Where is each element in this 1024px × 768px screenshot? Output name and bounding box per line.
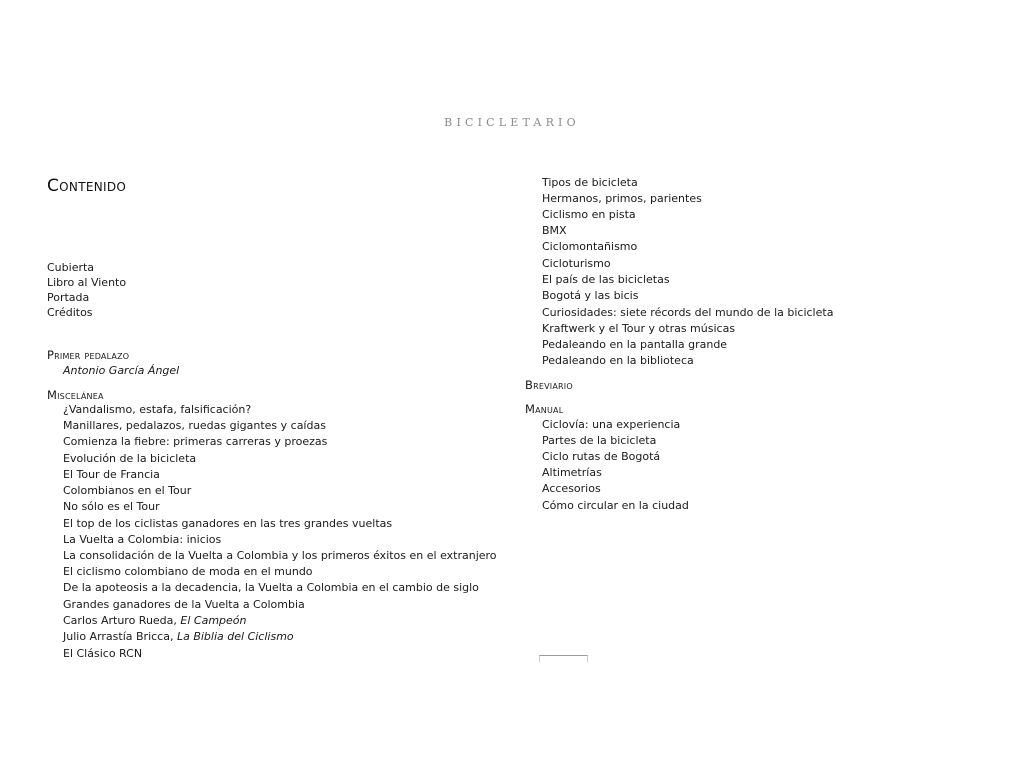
toc-item-arrastia[interactable] — [63, 630, 294, 644]
toc-item[interactable]: El ciclismo colombiano de moda en el mundo — [63, 565, 313, 578]
toc-item[interactable]: El país de las bicicletas — [542, 273, 670, 286]
toc-item[interactable]: Bogotá y las bicis — [542, 289, 639, 302]
toc-item[interactable]: ¿Vandalismo, estafa, falsificación? — [63, 403, 252, 416]
toc-item[interactable]: Evolución de la bicicleta — [63, 452, 197, 465]
toc-item[interactable]: Ciclismo en pista — [542, 208, 636, 221]
toc-item-arrastia-title: La Biblia del Ciclismo — [176, 630, 294, 643]
toc-link-libro-al-viento[interactable]: Libro al Viento — [47, 276, 127, 289]
toc-item[interactable]: Comienza la fiebre: primeras carreras y proezas — [63, 435, 328, 448]
toc-item-rueda[interactable] — [63, 614, 247, 628]
toc-link-portada[interactable]: Portada — [47, 291, 90, 304]
toc-item[interactable]: De la apoteosis a la decadencia, la Vuelta a Colombia en el cambio de siglo — [63, 581, 479, 594]
toc-section-breviario[interactable]: Breviario — [525, 378, 573, 392]
toc-item[interactable]: El Tour de Francia — [63, 468, 160, 481]
toc-item[interactable]: Cómo circular en la ciudad — [542, 499, 689, 512]
toc-item[interactable]: Kraftwerk y el Tour y otras músicas — [542, 322, 736, 335]
toc-item[interactable]: Hermanos, primos, parientes — [542, 192, 702, 205]
running-head: BICICLETARIO — [444, 116, 580, 129]
toc-item[interactable]: Pedaleando en la pantalla grande — [542, 338, 728, 351]
toc-item-rueda-plain: Carlos Arturo Rueda, — [63, 614, 181, 627]
toc-item[interactable]: Partes de la bicicleta — [542, 434, 657, 447]
toc-item[interactable]: Ciclovía: una experiencia — [542, 418, 681, 431]
toc-item[interactable]: Cicloturismo — [542, 257, 611, 270]
toc-item[interactable]: Pedaleando en la biblioteca — [542, 354, 694, 367]
toc-item-arrastia-plain: Julio Arrastía Bricca, — [63, 630, 177, 643]
toc-item[interactable]: Curiosidades: siete récords del mundo de la bicicleta — [542, 306, 834, 319]
toc-item[interactable]: BMX — [542, 224, 567, 237]
toc-section-miscelanea[interactable]: Miscelánea — [47, 388, 104, 402]
toc-item[interactable]: Ciclo rutas de Bogotá — [542, 450, 661, 463]
toc-section-manual[interactable]: Manual — [525, 402, 564, 416]
toc-item[interactable]: El Clásico RCN — [63, 647, 143, 660]
toc-item[interactable]: El top de los ciclistas ganadores en las tres grandes vueltas — [63, 517, 393, 530]
toc-item[interactable]: Ciclomontañismo — [542, 240, 638, 253]
toc-item[interactable]: Altimetrías — [542, 466, 602, 479]
toc-item[interactable]: Tipos de bicicleta — [542, 176, 638, 189]
toc-item[interactable]: No sólo es el Tour — [63, 500, 160, 513]
toc-item[interactable]: Colombianos en el Tour — [63, 484, 192, 497]
page-marker — [539, 655, 588, 662]
toc-item-rueda-title: El Campeón — [180, 614, 247, 627]
toc-item[interactable]: La Vuelta a Colombia: inicios — [63, 533, 222, 546]
toc-link-author[interactable]: Antonio García Ángel — [63, 364, 180, 377]
toc-item[interactable]: Accesorios — [542, 482, 601, 495]
toc-item[interactable]: Grandes ganadores de la Vuelta a Colombia — [63, 598, 305, 611]
toc-item[interactable]: Manillares, pedalazos, ruedas gigantes y caídas — [63, 419, 326, 432]
toc-section-primer-pedalazo[interactable]: Primer pedalazo — [47, 348, 130, 362]
toc-link-cubierta[interactable]: Cubierta — [47, 261, 95, 274]
toc-link-creditos[interactable]: Créditos — [47, 306, 93, 319]
toc-title: Contenido — [47, 176, 127, 196]
toc-item[interactable]: La consolidación de la Vuelta a Colombia y los primeros éxitos en el extranjero — [63, 549, 497, 562]
